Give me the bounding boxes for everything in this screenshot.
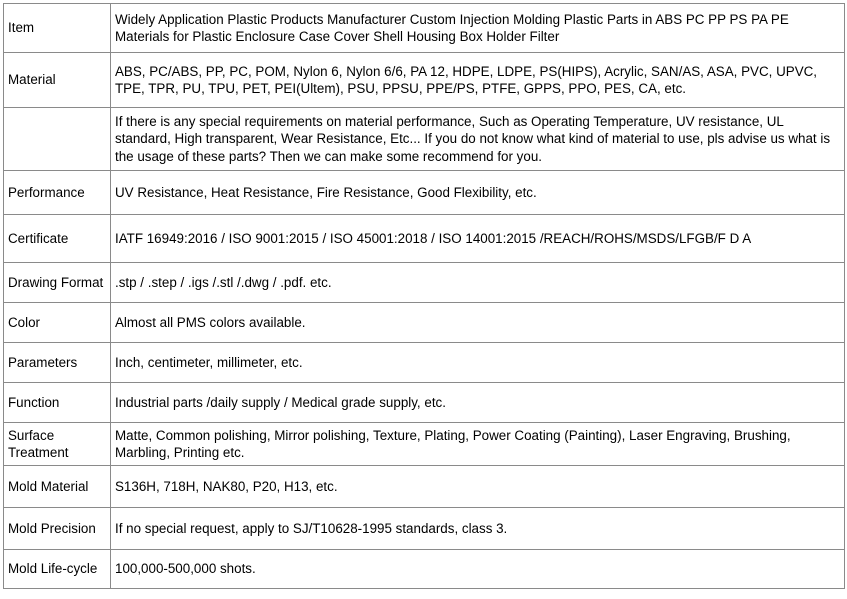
row-value-mold-material: S136H, 718H, NAK80, P20, H13, etc. <box>111 466 845 508</box>
row-label-surface-treatment: Surface Treatment <box>4 423 111 466</box>
row-label-material: Material <box>4 53 111 108</box>
row-label-color: Color <box>4 303 111 343</box>
row-label-material-note <box>4 108 111 171</box>
table-row <box>4 423 845 466</box>
row-value-item: Widely Application Plastic Products Manufacturer Custom Injection Molding Plastic Parts in ABS PC PP PS PA PE Materials for Plastic Enclosure Case Cover Shell Housing Box Holder Filter <box>111 4 845 53</box>
table-row <box>4 508 845 550</box>
row-value-mold-life-cycle: 100,000-500,000 shots. <box>111 550 845 589</box>
row-label-item: Item <box>4 4 111 53</box>
row-value-material-note: If there is any special requirements on material performance, Such as Operating Temperature, UV resistance, UL standard, High transparent, Wear Resistance, Etc... If you do not know what kind of material to use, pls advise us what is the usage of these parts? Then we can make some recommend for you. <box>111 108 845 171</box>
row-label-parameters: Parameters <box>4 343 111 383</box>
row-label-mold-material: Mold Material <box>4 466 111 508</box>
table-row <box>4 550 845 589</box>
row-label-mold-life-cycle: Mold Life-cycle <box>4 550 111 589</box>
row-value-certificate: IATF 16949:2016 / ISO 9001:2015 / ISO 45001:2018 / ISO 14001:2015 /REACH/ROHS/MSDS/LFGB/F D A <box>111 215 845 263</box>
table-row <box>4 383 845 423</box>
table-row <box>4 171 845 215</box>
row-value-surface-treatment: Matte, Common polishing, Mirror polishing, Texture, Plating, Power Coating (Painting), Laser Engraving, Brushing, Marbling, Printing etc. <box>111 423 845 466</box>
row-label-certificate: Certificate <box>4 215 111 263</box>
row-label-performance: Performance <box>4 171 111 215</box>
row-value-mold-precision: If no special request, apply to SJ/T10628-1995 standards, class 3. <box>111 508 845 550</box>
row-value-function: Industrial parts /daily supply / Medical grade supply, etc. <box>111 383 845 423</box>
row-value-parameters: Inch, centimeter, millimeter, etc. <box>111 343 845 383</box>
row-label-drawing-format: Drawing Format <box>4 263 111 303</box>
row-value-drawing-format: .stp / .step / .igs /.stl /.dwg / .pdf. etc. <box>111 263 845 303</box>
row-value-performance: UV Resistance, Heat Resistance, Fire Resistance, Good Flexibility, etc. <box>111 171 845 215</box>
row-label-mold-precision: Mold Precision <box>4 508 111 550</box>
row-label-function: Function <box>4 383 111 423</box>
table-row <box>4 303 845 343</box>
table-row <box>4 215 845 263</box>
table-row <box>4 53 845 108</box>
table-row <box>4 108 845 171</box>
row-value-material: ABS, PC/ABS, PP, PC, POM, Nylon 6, Nylon 6/6, PA 12, HDPE, LDPE, PS(HIPS), Acrylic, SAN/AS, ASA, PVC, UPVC, TPE, TPR, PU, TPU, PET, PEI(Ultem), PSU, PPSU, PPE/PS, PTFE, GPPS, PPO, PES, CA, etc. <box>111 53 845 108</box>
row-value-color: Almost all PMS colors available. <box>111 303 845 343</box>
table-row <box>4 4 845 53</box>
spec-table <box>3 3 845 589</box>
table-row <box>4 343 845 383</box>
table-row <box>4 466 845 508</box>
table-row <box>4 263 845 303</box>
